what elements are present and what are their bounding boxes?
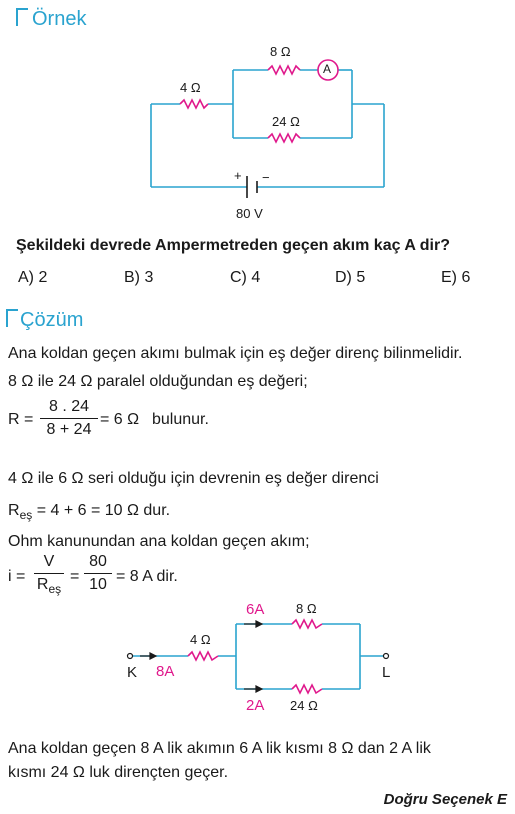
eq2-sub: eş <box>19 508 33 523</box>
example-heading: Örnek <box>32 8 87 30</box>
label-r-bottom: 24 Ω <box>272 114 300 129</box>
node-k-label: K <box>127 664 138 681</box>
eq2 <box>8 502 170 522</box>
correct-answer: Doğru Seçenek E <box>383 791 507 808</box>
solution-heading-mark <box>6 309 18 327</box>
resistor2-8ohm <box>292 620 322 628</box>
label2-r-bottom: 24 Ω <box>290 698 318 713</box>
eq3-eq: = <box>70 568 80 585</box>
label2-r-top: 8 Ω <box>296 601 317 616</box>
resistor-24ohm <box>268 134 300 142</box>
resistor-4ohm <box>180 100 208 108</box>
option-d: D) 5 <box>335 269 366 286</box>
battery-minus-label: − <box>262 170 270 185</box>
eq3-fraction-2 <box>84 553 112 594</box>
current-top-label: 6A <box>246 601 265 618</box>
eq1-lhs: R = <box>8 411 34 428</box>
solution-heading: Çözüm <box>20 309 84 331</box>
eq1-denominator: 8 + 24 <box>46 421 92 438</box>
eq2-r: R <box>8 502 20 519</box>
ammeter-label: A <box>323 62 332 76</box>
eq1-fraction <box>40 398 98 439</box>
node-k-dot <box>128 654 133 659</box>
example-heading-mark <box>16 8 28 26</box>
voltage-label: 80 V <box>236 206 263 221</box>
eq1-rhs: = 6 Ω <box>100 411 140 428</box>
option-e: E) 6 <box>441 269 471 286</box>
eq3-lhs: i = <box>8 568 26 585</box>
solution-line-2: 8 Ω ile 24 Ω paralel olduğundan eş değeri; <box>8 373 308 390</box>
resistor-8ohm <box>268 66 300 74</box>
eq1-numerator: 8 . 24 <box>48 398 90 415</box>
current-bottom-label: 2A <box>246 697 265 714</box>
conclusion-line-2: kısmı 24 Ω luk dirençten geçer. <box>8 764 229 781</box>
label-r-series: 4 Ω <box>180 80 201 95</box>
solution-line-4: Ohm kanunundan ana koldan geçen akım; <box>8 533 310 550</box>
option-c: C) 4 <box>230 269 261 286</box>
battery-plus-label: + <box>234 168 242 183</box>
node-l-label: L <box>382 664 391 681</box>
eq3-den1: $R_{eş}$ <box>36 576 62 597</box>
eq3-den2: 10 <box>89 576 107 593</box>
eq3-fraction-1 <box>34 553 64 596</box>
conclusion-line-1: Ana koldan geçen 8 A lik akımın 6 A lik kısmı 8 Ω dan 2 A lik <box>8 740 431 757</box>
resistor2-4ohm <box>188 652 218 660</box>
option-a: A) 2 <box>18 269 48 286</box>
eq3-rhs: = 8 A dir. <box>116 568 178 585</box>
eq1-tail: bulunur. <box>152 411 209 428</box>
option-b: B) 3 <box>124 269 154 286</box>
question-text: Şekildeki devrede Ampermetreden geçen akım kaç A dir? <box>16 237 450 254</box>
node-l-dot <box>384 654 389 659</box>
eq3-num2: 80 <box>89 553 107 570</box>
solution-line-1: Ana koldan geçen akımı bulmak için eş değer direnç bilinmelidir. <box>8 345 463 362</box>
eq2-rest: = 4 + 6 = 10 Ω dur. <box>36 502 171 519</box>
current-main-label: 8A <box>156 663 175 680</box>
resistor2-24ohm <box>292 685 322 693</box>
label-r-top: 8 Ω <box>270 44 291 59</box>
circuit-diagram-1 <box>0 35 515 235</box>
label2-r-series: 4 Ω <box>190 632 211 647</box>
solution-line-3: 4 Ω ile 6 Ω seri olduğu için devrenin eş değer direnci <box>8 470 379 487</box>
eq3-num1: V <box>43 553 55 570</box>
